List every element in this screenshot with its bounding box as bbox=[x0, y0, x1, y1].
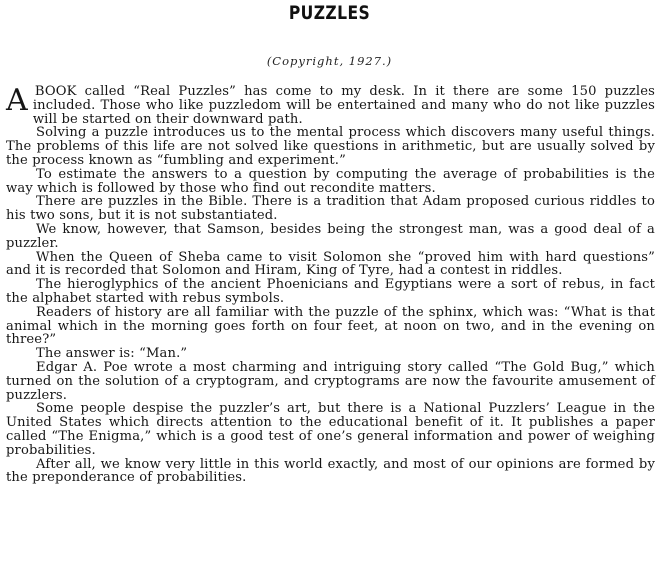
paragraph: After all, we know very little in this world exactly, and most of our opinions are formed by the preponderance of probabilities. bbox=[6, 456, 655, 486]
paragraph: We know, however, that Samson, besides being the strongest man, was a good deal of a puzzler. bbox=[6, 221, 655, 251]
paragraph: Readers of history are all familiar with the puzzle of the sphinx, which was: “What is that animal which in the morning goes forth on four feet, at noon on two, and in the evening on three?” bbox=[6, 304, 655, 348]
paragraph: The answer is: “Man.” bbox=[36, 346, 188, 362]
drop-cap: A bbox=[6, 83, 28, 118]
paragraph: Some people despise the puzzler’s art, but there is a National Puzzlers’ League in the United States which directs attention to the educational benefit of it. It publishes a paper called “The Enigma,” which is a good test of one’s general information and power of weighing probabilities. bbox=[6, 401, 655, 458]
lead-paragraph-text: BOOK called “Real Puzzles” has come to my desk. In it there are some 150 puzzles included. Those who like puzzledom will be entertained and many who do not like puzzles will be started on their downward path. bbox=[32, 84, 655, 127]
paragraph: The hieroglyphics of the ancient Phoenicians and Egyptians were a sort of rebus, in fact the alphabet started with rebus symbols. bbox=[6, 277, 655, 306]
article-body bbox=[6, 85, 655, 485]
paragraph: Edgar A. Poe wrote a most charming and intriguing story called “The Gold Bug,” which turned on the solution of a cryptogram, and cryptograms are now the favourite amusement of puzzlers. bbox=[6, 359, 655, 403]
paragraph: There are puzzles in the Bible. There is a tradition that Adam proposed curious riddles to his two sons, but it is not substantiated. bbox=[6, 194, 655, 224]
paragraph: Solving a puzzle introduces us to the mental process which discovers many useful things. The problems of this life are not solved like questions in arithmetic, but are usually solved by the process known as “fumbling and experiment.” bbox=[6, 125, 655, 168]
article-title: PUZZLES bbox=[288, 2, 371, 24]
copyright-notice: (Copyright, 1927.) bbox=[266, 54, 393, 68]
paragraph: When the Queen of Sheba came to visit Solomon she “proved him with hard questions” and it is recorded that Solomon and Hiram, King of Tyre, had a contest in riddles. bbox=[6, 249, 655, 279]
lead-paragraph bbox=[6, 85, 655, 126]
paragraph: To estimate the answers to a question by computing the average of probabilities is the way which is followed by those who find out recondite matters. bbox=[6, 166, 655, 196]
